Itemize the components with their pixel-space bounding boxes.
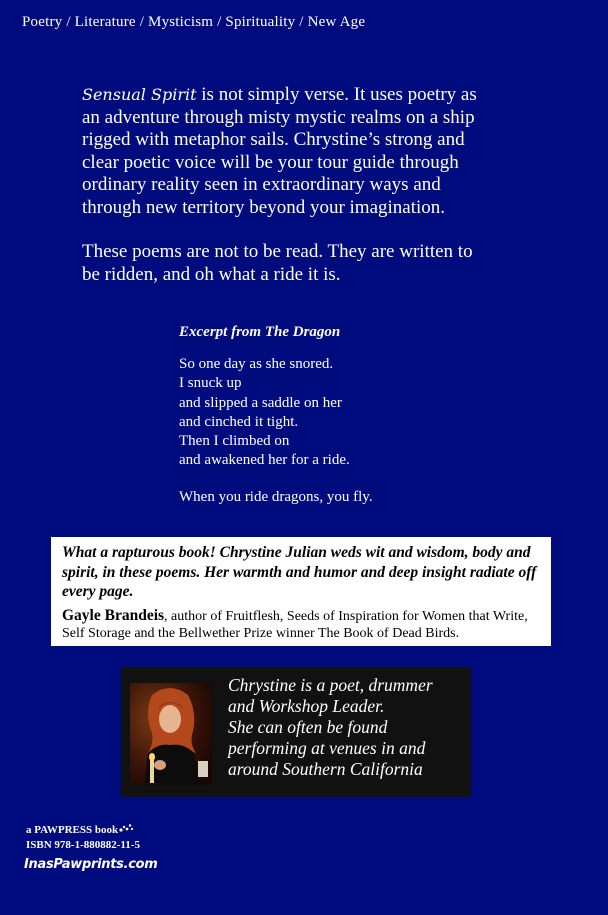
author-photo bbox=[130, 683, 212, 785]
bio-line: and Workshop Leader. bbox=[228, 696, 385, 716]
book-title: Sensual Spirit bbox=[82, 85, 197, 104]
blurb-paragraph-2: These poems are not to be read. They are written to be ridden, and oh what a ride it is. bbox=[82, 241, 473, 285]
isbn: ISBN 978-1-880882-11-5 bbox=[26, 839, 140, 851]
excerpt-line: Then I climbed on bbox=[179, 433, 290, 450]
blurb-paragraph-1 bbox=[82, 84, 482, 219]
excerpt-line: and slipped a saddle on her bbox=[179, 394, 342, 411]
book-blurb bbox=[82, 84, 482, 286]
bio-line: around Southern California bbox=[228, 759, 423, 779]
bio-line: Chrystine is a poet, drummer bbox=[228, 675, 433, 695]
bio-line: performing at venues in and bbox=[228, 738, 426, 758]
website-logo: InasPawprints.com bbox=[24, 857, 158, 872]
publisher-name: a PAWPRESS book bbox=[26, 824, 119, 836]
review-author-credit: , author of Fruitflesh, Seeds of Inspiration for Women that Write, Self Storage and the Bellwether Prize winner The Book of Dead Birds. bbox=[62, 608, 528, 641]
publisher-line bbox=[26, 823, 140, 838]
review-author: Gayle Brandeis bbox=[62, 606, 165, 624]
category-line: Poetry / Literature / Mysticism / Spirituality / New Age bbox=[22, 14, 366, 30]
review-quote: What a rapturous book! Chrystine Julian weds wit and wisdom, body and spirit, in these poems. Her warmth and humor and deep insight radiate off every page. bbox=[62, 544, 537, 600]
review-credit bbox=[62, 607, 541, 642]
bio-line: She can often be found bbox=[228, 717, 388, 737]
excerpt-lines bbox=[179, 355, 479, 471]
excerpt-title: Excerpt from The Dragon bbox=[179, 324, 341, 340]
poem-excerpt bbox=[179, 324, 479, 506]
author-photo-image bbox=[130, 683, 212, 785]
author-bio-text bbox=[228, 675, 468, 780]
blurb-paragraph-1-text: is not simply verse. It uses poetry as an adventure through misty mystic realms on a ship rigged with metaphor sails. Chrystine’s strong and clear poetic voice will be your tour guide through ordinary reality seen in extraordinary ways and through new territory beyond your imagination. bbox=[82, 84, 477, 218]
excerpt-line: and awakened her for a ride. bbox=[179, 452, 350, 469]
excerpt-line: So one day as she snored. bbox=[179, 356, 334, 372]
excerpt-last-line: When you ride dragons, you fly. bbox=[179, 488, 373, 505]
excerpt-line: and cinched it tight. bbox=[179, 413, 299, 430]
pawprint-icon bbox=[118, 823, 134, 838]
review-box bbox=[51, 537, 551, 646]
publisher-info bbox=[26, 823, 140, 853]
author-bio-box bbox=[121, 667, 471, 797]
excerpt-line: I snuck up bbox=[179, 375, 242, 392]
